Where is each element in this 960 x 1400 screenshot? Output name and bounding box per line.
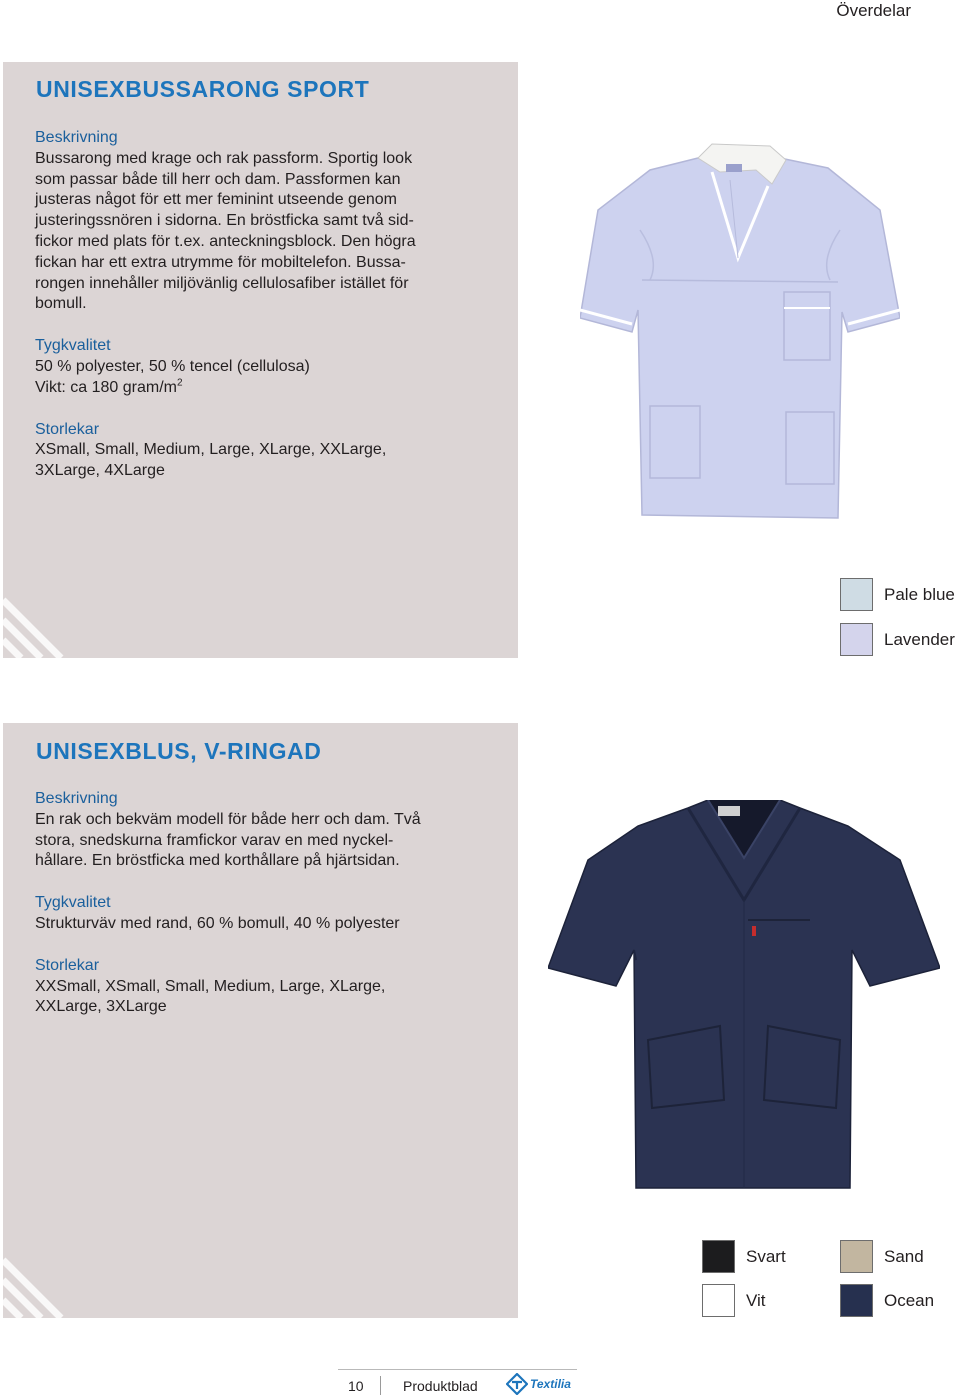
- product-details: [35, 128, 465, 482]
- unisexblus-garment-image: [548, 800, 940, 1190]
- color-name: Lavender: [884, 629, 955, 649]
- color-option: [840, 578, 955, 611]
- product-details: [35, 789, 475, 1018]
- sizes-text: XSmall, Small, Medium, Large, XLarge, XXLarge, 3XLarge, 4XLarge: [35, 441, 387, 480]
- weight-value: Vikt: ca 180 gram/m: [35, 378, 177, 396]
- description-label: Beskrivning: [35, 129, 118, 146]
- brand-logo: [506, 1373, 571, 1395]
- color-option: [840, 1240, 924, 1273]
- color-swatch: [702, 1284, 735, 1317]
- product-panel-unisexblus: [3, 723, 518, 1318]
- corner-stripes-decoration: [3, 1238, 83, 1318]
- color-swatch: [840, 623, 873, 656]
- brand-name: Textilia: [530, 1377, 571, 1391]
- color-swatch: [840, 1240, 873, 1273]
- fabric-label: Tygkvalitet: [35, 337, 111, 355]
- sizes-text: XXSmall, XSmall, Small, Medium, Large, XLarge, XXLarge, 3XLarge: [35, 977, 386, 1016]
- weight-unit-exponent: 2: [176, 377, 183, 389]
- color-option: [702, 1240, 786, 1273]
- fabric-text: Strukturväv med rand, 60 % bomull, 40 % polyester: [35, 914, 400, 932]
- description-text: En rak och bekväm modell för både herr och dam. Två stora, snedskurna framfickor varav en med nyckel- hållare. En bröstficka med korthållare på hjärtsidan.: [35, 810, 421, 870]
- sizes-label: Storlekar: [35, 420, 100, 438]
- corner-stripes-decoration: [3, 578, 83, 658]
- color-option: [840, 623, 955, 656]
- color-swatch: [702, 1240, 735, 1273]
- weight-text: [35, 378, 465, 399]
- color-name: Pale blue: [884, 584, 955, 604]
- product-panel-bussarong: [3, 62, 518, 658]
- brand-logo-icon: [506, 1373, 528, 1395]
- footer-divider: [380, 1376, 381, 1395]
- color-option: [840, 1284, 934, 1317]
- page-number: 10: [348, 1378, 364, 1394]
- color-option: [702, 1284, 766, 1317]
- color-swatch: [840, 578, 873, 611]
- color-name: Svart: [746, 1246, 786, 1266]
- bussarong-garment-image: [580, 140, 900, 530]
- page-section-title: Överdelar: [836, 1, 911, 20]
- fabric-label: Tygkvalitet: [35, 894, 111, 912]
- description-text: Bussarong med krage och rak passform. Sportig look som passar både till herr och dam. Passformen kan justeras något för ett mer feminint utseende genom justeringssnören i sidorna. En bröstficka samt två sid- fickor med plats för t.ex. anteckningsblock. Den högra fickan har ett extra utrymme för mobiltelefon. Bussa- rongen innehåller miljövänlig cellulosafiber istället för bomull.: [35, 149, 416, 313]
- footer-label: Produktblad: [403, 1378, 478, 1394]
- color-name: Vit: [746, 1290, 766, 1310]
- color-name: Sand: [884, 1246, 924, 1266]
- sizes-label: Storlekar: [35, 956, 100, 974]
- description-label: Beskrivning: [35, 790, 118, 807]
- color-name: Ocean: [884, 1290, 935, 1310]
- fabric-text: 50 % polyester, 50 % tencel (cellulosa): [35, 357, 310, 375]
- color-swatch: [840, 1284, 873, 1317]
- page-footer: [338, 1369, 577, 1400]
- product-title: UNISEXBUSSARONG SPORT: [36, 76, 370, 102]
- product-title: UNISEXBLUS, V-RINGAD: [36, 738, 322, 764]
